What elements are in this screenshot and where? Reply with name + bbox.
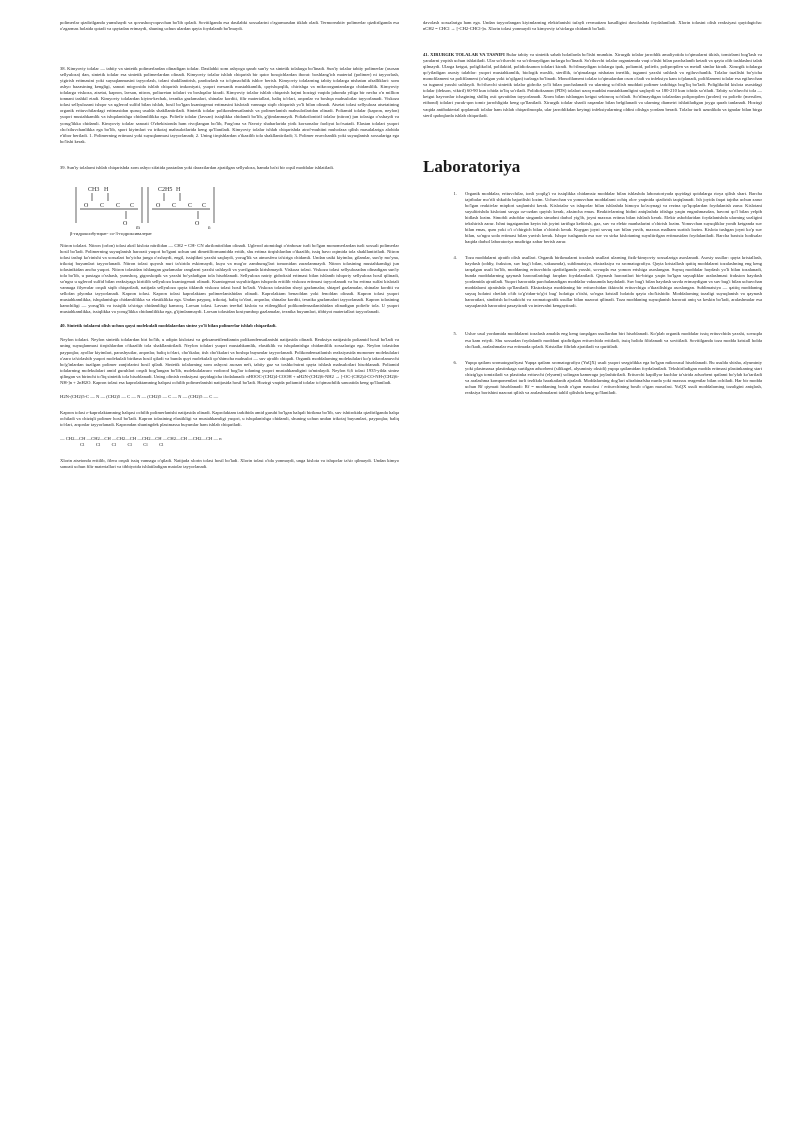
list-item-text: Usluv usul yordamida moddalarni tozalash amalda eng keng tarqalgan usullardan biri hisoblanadi. Ko'plab organik moddalar issiq erituvchida yaxshi, sovuqda esa kam eriydi. Shu xossadan foydalanib moddani qizdirilgan erituvchida eritiladi, issiq holida filtrlanadi va sovitiladi. Sovitilganda toza modda kristall holda cho'kadi, aralashmalar esa eritmada qoladi. Kristallar filtrlab ajratiladi va quritiladi. (465, 331, 762, 349)
list-item-text: Organik moddalar, erituvchilar, ionli yoqilg'i va issiqlikka chidamsiz moddalar bilan ishlashda laboratoriyada quyidagi qoidalarga rioya qilish shart. Barcha tajribalar mo'rili shkafda bajarilishi lozim. Uchuvchan va yonuvchan moddalarni ochiq olov yaqinida qizdirish taqiqlanadi. Ish joyida faqat tajriba uchun zarur bo'lgan reaktivlar miqdori saqlanishi kerak. Kislotalar va ishqorlar bilan ishlashda himoya ko'zoynagi va rezina qo'lqoplardan foydalanish zarur. Kislotani suyultirishda kislotani suvga oz-ozdan quyish kerak, aksincha emas. Reaktivlarning hidini aniqlashda idishga yaqin engashmasdan, havoni qo'l bilan yelpib hidlash lozim. Simobli asboblar singanda simobni darhol yig'ib, joyni maxsus eritma bilan ishlash kerak. Elektr asboblaridan foydalanishda ularning sozligini tekshirish zarur. Ishni tugatgandan keyin ish joyini tartibga keltirish, gaz, suv va elektr manbalarini o'chirish lozim. Yonuvchan suyuqliklar yonib ketganda suv bilan emas, qum yoki o't o'chirgich bilan o'chirish kerak. Kuygan joyni sovuq suv bilan yuvib, maxsus malham surtish lozim. Kislota tushgan joyni ko'p suv bilan, so'ngra soda eritmasi bilan yuvish kerak. Ishqor tushganda esa suv va sirka kislotaning suyultirilgan eritmasidan foydalaniladi. Barcha baxtsiz hodisalar haqida darhol laboratoriya mudiriga xabar berish zarur. (465, 190, 762, 244)
section-41-paragraph (423, 52, 762, 119)
svg-text:C: C (116, 202, 121, 209)
polymer-structure-formula (60, 179, 399, 237)
right-column (423, 20, 762, 1119)
svg-text:C: C (188, 202, 193, 209)
continued-paragraph: davolash xossalariga ham ega. Undan tayyorlangan kiyimlarning elektrlanishi tufayli revmatizm kasalligini davolashda foydalaniladi. Xlorin tolasini olish reaksiyasi quyidagicha: nCH2 = CHCl → [-CH2-CHCl-]n. Xlorin tolasi yonmaydi va kimyoviy ta'sirlarga chidamli bo'ladi. (423, 20, 762, 32)
list-item-number: 6. (453, 359, 457, 365)
svg-text:C: C (100, 202, 105, 209)
list-item (423, 255, 762, 309)
laboratory-list (423, 191, 762, 396)
svg-text:CH3: CH3 (88, 186, 100, 193)
structure-caption: β-гидроксибутират- co-3-гидроксивалерат (70, 230, 152, 236)
svg-text:C2H5: C2H5 (158, 186, 173, 193)
xlorin-paragraph: Xlorin atsetonda eritilib, filera orqali issiq vannaga o'qiladi. Natijada xlorin tolasi hosil bo'ladi. Xlorin tolasi o'tda yonmaydi, unga kislota va ishqorlar ta'sir qilmaydi. Undan kimyo sanoati uchun filtr materiallari va tibbiyotda ishlatiladigan matolar tayyorlanadi. (60, 458, 399, 470)
section-40-paragraph: Neylon tolalari. Neylon sintetik tolalardan biri bo'lib, u adipin kislotasi va geksametilendiamin polikondensatlanishi natijasida olinadi. Reaksiya natijasida poliamid hosil bo'ladi va uning suyuqlanmasi tirqishlardan o'tkazilib tola shakllantiriladi. Neylon tolalari yuqori mustahkamlik, elastiklik va ishqalanishga chidamlilik xossalariga ega. Neylon tolasidan paypoqlar, ayollar kiyimlari, parashyutlar, arqonlar, baliq to'rlari, cho'tkalar, tish cho'tkalari va boshqa buyumlar tayyorlanadi. Polikondensatlanish reaksiyasida monomer molekulalari o'zaro ta'sirlashib yuqori molekulali birikma hosil qiladi va bunda quyi molekulali qo'shimcha mahsulot — suv ajralib chiqadi. Organik moddalarning molekulalari ko'p takrorlanuvchi bo'g'inlardan tuzilgan polimer zanjirlarini hosil qiladi. Sintetik tolalarning xom ashyosi asosan neft, tabiiy gaz va toshko'mirni qayta ishlash mahsulotlari hisoblanadi. Poliamid tolalarning molekulalari amid guruhlari orqali bog'langan bo'lib, molekulalararo vodorod bog'lar tolaning yuqori mustahkamligini ta'minlaydi. Neylon 6,6 tolasi 1935-yilda sintez qilingan va birinchi to'liq sintetik tola hisoblanadi. Uning olinish reaksiyasi quyidagicha ifodalanadi: nHOOC-(CH2)4-COOH + nH2N-(CH2)6-NH2 → [-OC-(CH2)4-CO-NH-(CH2)6-NH-]n + 2nH2O. Kapron tolasi esa kaprolaktamning halqasi ochilib polimerlanishi natijasida hosil bo'ladi. Hozirgi vaqtda poliamid tolalar to'qimachilik sanoatida keng qo'llaniladi. (60, 337, 399, 385)
svg-text:C: C (130, 202, 135, 209)
section-38-paragraph: 38. Kimyoviy tolalar — tabiiy va sintetik polimerlardan olinadigan tolalar. Dastlabki xom ashyoga qarab sun'iy va sintetik tolalarga bo'linadi. Sun'iy tolalar tabiiy polimerlar (asosan sellyuloza) dan, sintetik tolalar esa sintetik polimerlardan olinadi. Kimyoviy tolalar ishlab chiqarish bir qator bosqichlardan iborat: boshlang'ich material (polimer) ni tayyorlash, yigirish eritmasini yoki suyuqlanmasini tayyorlash, tolani shakllantirish, pardozlash va to'qimachilik ishlov berish. Kimyoviy tolalarning tabiiy tolalarga nisbatan afzalliklari: xom ashyo bazasining kengligi, sanoat miqyosida ishlab chiqarish imkoniyati, yuqori mexanik mustahkamlik, qayishqoqlik, chirishga va mikroorganizmlarga chidamlilik. Kimyoviy tolalarga viskoza, atsetat, kapron, lavsan, nitron, poliuretan tolalari va boshqalar kiradi. Kimyoviy tolalar ishlab chiqarish hajmi hozirgi vaqtda jahonda yiliga bir necha o'n million tonnani tashkil etadi. Kimyoviy tolalardan kiyim-kechak, texnika gazlamalari, shinalar korditi, filtr materiallari, baliq to'rlari, arqonlar va boshqa mahsulotlar tayyorlanadi. Viskoza tolasi sellyulozani ishqor va uglerod sulfid bilan ishlab, hosil bo'lgan ksantogenat eritmasini kislotali vannaga siqib chiqarish yo'li bilan olinadi. Atsetat tolasi sellyuloza atsetatining organik erituvchilardagi eritmasidan quruq usulda shakllantiriladi. Sintetik tolalar polikondensatlanish va polimerlanish mahsulotlaridan olinadi. Poliamid tolalar (kapron, neylon) yuqori mustahkamlik va ishqalanishga chidamlilikka ega. Poliefir tolalar (lavsan) issiqlikka chidamli bo'lib, g'ijimlanmaydi. Poliakrilonitril tolalar (nitron) jun tolasiga o'xshaydi va yorug'likka chidamli. Kimyoviy tolalar sanoati O'zbekistonda ham rivojlangan bo'lib, Farg'ona va Navoiy shaharlarida yirik korxonalar faoliyat ko'rsatadi. Elastan tolalari yuqori cho'ziluvchanlikka ega bo'lib, sport kiyimlari va trikotaj mahsulotlarida keng qo'llaniladi. Kimyoviy tolalar ishlab chiqarishda atrof-muhitni muhofaza qilish masalalariga alohida e'tibor beriladi. 1. Polimerning eritmasi yoki suyuqlanmasi tayyorlanadi; 2. Uning tirqishlardan o'tkazilib tola shakllantiriladi; 3. Polimer eruvchanlik yoki suyuqlanish xossalariga ega bo'lishi kerak. (60, 66, 399, 144)
chemical-formula-2-substituents: Cl Cl Cl Cl Cl Cl (80, 442, 164, 448)
svg-text:n: n (208, 225, 211, 231)
list-item-text: Yupqa qatlam xromatografiyasi Yupqa qatlam xromatografiya (YuQX) usuli yuqori sezgirlikka ega bo'lgan mikrousul hisoblanadi. Bu usulda shisha, alyuminiy yoki plastmassa plastinkaga surtilgan adsorbent (silikagel, alyuminiy oksidi) yupqa qatlamidan foydalaniladi. Tekshiriladigan modda eritmasi plastinkaning start chizig'iga tomiziladi va plastinka erituvchi (elyuent) solingan kameraga joylashtiriladi. Erituvchi kapillyar kuchlar ta'sirida adsorbent qatlami bo'ylab ko'tariladi va aralashma komponentlari turli tezlikda harakatlanib ajraladi. Moddalarning dog'lari ultrabinafsha nurda yoki maxsus reagentlar bilan ochiladi. Har bir modda uchun Rf qiymati hisoblanadi: Rf = moddaning bosib o'tgan masofasi / erituvchining bosib o'tgan masofasi. YuQX usuli moddalarning tozaligini aniqlash, reaksiya borishini nazorat qilish va aralashmalarni tahlil qilishda keng qo'llaniladi. (465, 359, 762, 395)
section-40-heading: 40. Sintetik tolalarni olish uchun qaysi molekulali moddalardan sintez yo'li bilan polimerlar ishlab chiqariladi. (60, 323, 277, 329)
structure-drawing (70, 179, 220, 231)
list-item (423, 331, 762, 349)
svg-text:O: O (84, 202, 89, 209)
section-41-heading: 41. XIRURGIK TOLALAR VA TASNIFI (423, 52, 505, 58)
svg-text:H: H (176, 186, 181, 193)
section-39-paragraph: 39. Sun'iy tolalarni ishlab chiqarishda xom ashyo sifatida paxtadan yoki daraxtlardan ajratilgan sellyuloza, hamda ba'zi bir oqsil moddalar ishlatiladi. (60, 164, 335, 170)
svg-text:O: O (123, 220, 128, 227)
left-column (60, 20, 399, 1119)
svg-text:O: O (156, 202, 161, 209)
svg-text:H: H (104, 186, 109, 193)
section-41-text: Bular tabiiy va sintetik sabab holatlarda bo'lishi mumkin. Xirurgik tolalar jarrohlik amaliyotida to'qimalarni tikish, tomirlarni bog'lash va yaralarni yopish uchun ishlatiladi. Ular so'riluvchi va so'rilmaydigan turlarga bo'linadi. So'riluvchi tolalar organizmda vaqt o'tishi bilan parchalanib ketadi va qayta olib tashlashni talab qilmaydi. Ularga ketgut, poliglikolid, polilaktid, polidioksanon tolalari kiradi. So'rilmaydigan tolalarga ipak, poliamid, poliefir, polipropilen va metall simlar kiradi. Xirurgik tolalarga qo'yiladigan asosiy talablar: yuqori mustahkamlik, biologik moslik, sterillik, to'qimalarga nisbatan inertlik, tugunni yaxshi ushlash va egiluvchanlik. Tolalar tuzilishi bo'yicha monofilament va polifilament (o'ralgan yoki to'qilgan) turlarga bo'linadi. Monofilament tolalar to'qimalardan oson o'tadi va infeksiya kam to'planadi, polifilament tolalar esa egiluvchan va tugunni yaxshi ushlaydi. So'riluvchi sintetik tolalar gidroliz yo'li bilan parchalanadi va ularning so'rilish muddati polimer tarkibiga bog'liq bo'ladi. Poliglikolid kislota asosidagi tolalar (dekson, viktril) 60-90 kun ichida to'liq so'riladi. Polidioksanon (PDS) tolalari uzoq muddat mustahkamligini saqlaydi va 180-210 kun ichida so'riladi. Tabiiy so'riluvchi tola — ketgut hayvonlar ichagining shilliq osti qavatidan tayyorlanadi. Xrom bilan ishlangan ketgut sekinroq so'riladi. So'rilmaydigan tolalardan polipropilen (prolen) va poliefir (mersilen, etibond) tolalari yurak-qon tomir jarrohligida keng qo'llaniladi. Xirurgik tolalar shartli raqamlar bilan belgilanadi va ularning diametri ishlatiladigan joyga qarab tanlanadi. Hozirgi vaqtda antibakterial qoplamali tolalar ham ishlab chiqarilmoqda, ular jarrohlikdan keyingi infeksiyalarning oldini olishga yordam beradi. Tolalar turli uzunlikda va ignalar bilan birga steril qadoqlarda ishlab chiqariladi. (423, 52, 762, 118)
chemical-formula-1: H2N-(CH2)5-C — N — (CH2)5 — C — N — (CH2)5 — C — N — (CH2)5 — C — (60, 393, 219, 399)
laboratory-heading: Laboratoriya (423, 156, 521, 176)
list-item-number: 1. (453, 190, 457, 196)
svg-text:C: C (172, 202, 177, 209)
list-item-text: Toza moddalarni ajratib olish usullari. Organik birikmalarni tozalash usullari ularning fizik-kimyoviy xossalariga asoslanadi. Asosiy usullar: qayta kristallash, haydash (oddiy, fraksion, suv bug'i bilan, vakuumda), sublimatsiya, ekstraksiya va xromatografiya. Qayta kristallash qattiq moddalarni tozalashning eng keng tarqalgan usuli bo'lib, moddaning erituvchida qizdirilganda yaxshi, sovuqda esa yomon erishiga asoslangan. Suyuq moddalar haydash yo'li bilan tozalanadi, bunda moddalarning qaynash haroratlaridagi farqdan foydalaniladi. Qaynash haroratlari bir-biriga yaqin bo'lgan suyuqliklar aralashmasi fraksion haydash yordamida ajratiladi. Yuqori haroratda parchalanadigan moddalar vakuumda haydaladi. Suv bug'i bilan haydash suvda erimaydigan va suv bug'i bilan uchuvchan moddalarni ajratishda qo'llaniladi. Ekstraksiya moddaning bir erituvchidan ikkinchi erituvchiga o'tkazilishiga asoslangan. Sublimatsiya — qattiq moddaning suyuq holatni chetlab o'tib to'g'ridan-to'g'ri bug' holatiga o'tishi, so'ngra kristall holatda qayta cho'kishidir. Moddalarning tozaligi suyuqlanish va qaynash haroratlari, sindirish ko'rsatkichi va xromatografik usullar bilan nazorat qilinadi. Toza moddaning suyuqlanish harorati aniq va keskin bo'ladi, aralashmalar esa suyuqlanish haroratini pasaytiradi va intervalni kengaytiradi. (465, 255, 762, 309)
svg-text:O: O (195, 220, 200, 227)
list-item (423, 191, 762, 245)
intro-paragraph: polimerlar qizdirilganda yumshaydi va qovushoq-oquvchan bo'lib qoladi. Sovitilganda esa dastlabki xossalarini o'zgarmasdan tiklab oladi. Termoreaktiv polimerlar qizdirilganda esa o'zgarmas holatda qotadi va qaytadan erimaydi, shuning uchun ulardan qayta foydalanib bo'lmaydi. (60, 20, 399, 32)
list-item (423, 360, 762, 396)
nitron-paragraph: Nitron tolalari. Nitron (orlon) tolasi akril kislota nitrilidan — CH2 = CH- CN akrilonitrildan olinadi. Uglerod atomidagi o'rinbosar turli bo'lgan monomerlardan turli xossali polimerlar hosil bo'ladi. Polimerning suyuqlanish harorati yuqori bo'lgani uchun uni dimetilformamidda eritib, shu eritma tirqishlardan o'tkazilib, issiq havo oqimida tola shakllantiriladi. Nitron tolasi tashqi ko'rinishi va xossalari bo'yicha junga o'xshaydi, engil, issiqlikni yaxshi saqlaydi, yorug'lik va atmosfera ta'siriga chidamli. Undan ustki kiyimlar, gilamlar, sun'iy mo'yna, trikotaj buyumlari tayyorlanadi. Nitron tolasi quyosh nuri ta'sirida eskirmaydi, kuya va mog'or zamburug'lari tomonidan zararlanmaydi. Nitron tolasining mustahkamligi jun tolasinikidan ancha yuqori. Nitron tolasidan ishlangan gazlamalar ranglarni yaxshi ushlaydi va yuvilganda kirishmaydi. Viskoza tolasi. Viskoza tolasi sellyulozadan olinadigan sun'iy tola bo'lib, u paxtaga o'xshash, yumshoq, gigroskopik va yaxshi bo'yaladigan tola hisoblanadi. Sellyuloza natriy gidroksid eritmasi bilan ishlanib ishqoriy sellyuloza hosil qilinadi, so'ngra u uglerod sulfid bilan reaksiyaga kiritilib sellyuloza ksantogenati olinadi. Ksantogenat suyultirilgan ishqorda eritilib viskoza eritmasi tayyorlanadi va bu eritma sulfat kislotali vannaga filyeralar orqali siqib chiqariladi, natijada sellyuloza qayta tiklanib viskoza tolasi hosil bo'ladi. Viskoza tolasidan shoyi gazlamalar, shtapel gazlamalar, shinalar korditi va sellofan plyonka tayyorlanadi. Kapron tolasi. Kapron tolasi kaprolaktam polimerlanishidan olinadi. Kaprolaktam benzoldan yoki fenoldan olinadi. Kapron tolasi yuqori mustahkamlikka, ishqalanishga chidamlilikka va elastiklikka ega. Undan paypoq, trikotaj, baliq to'rlari, arqonlar, shinalar korditi, texnika gazlamalari tayyorlanadi. Kapron tolasining kamchiligi — yorug'lik va issiqlik ta'siriga chidamliligi kamroq. Lavsan tolasi. Lavsan tereftal kislota va etilenglikol polikondensatlanishidan olinadigan poliefir tola. U yuqori mustahkamlikka, issiqlikka va yorug'likka chidamlilikka ega, g'ijimlanmaydi. Lavsan tolasidan kostyumbop gazlamalar, texnika buyumlari, tibbiyot materiallari tayyorlanadi. (60, 242, 399, 315)
kapron-paragraph: Kapron tolasi ε-kaprolaktamning halqasi ochilib polimerlanishi natijasida olinadi. Kaprolaktam tarkibida amid guruhi bo'lgan halqali birikma bo'lib, suv ishtirokida qizdirilganda halqa ochiladi va chiziqli polimer hosil bo'ladi. Kapron tolasining elastikligi va mustahkamligi yuqori, u ishqalanishga chidamli, shuning uchun undan trikotaj buyumlari, paypoqlar, baliq to'rlari, arqonlar tayyorlanadi. Kaprondan shuningdek plastmassa buyumlar ham ishlab chiqariladi. (60, 409, 399, 427)
svg-text:m: m (136, 225, 140, 231)
list-item-number: 5. (453, 331, 457, 337)
chemical-formula-2: — CH2—CH —CH2—CH —CH2—CH —CH2—CH —CH2—CH —CH2—CH — n (60, 435, 222, 441)
page-columns (60, 20, 762, 1119)
svg-text:C: C (202, 202, 207, 209)
list-item-number: 4. (453, 255, 457, 261)
